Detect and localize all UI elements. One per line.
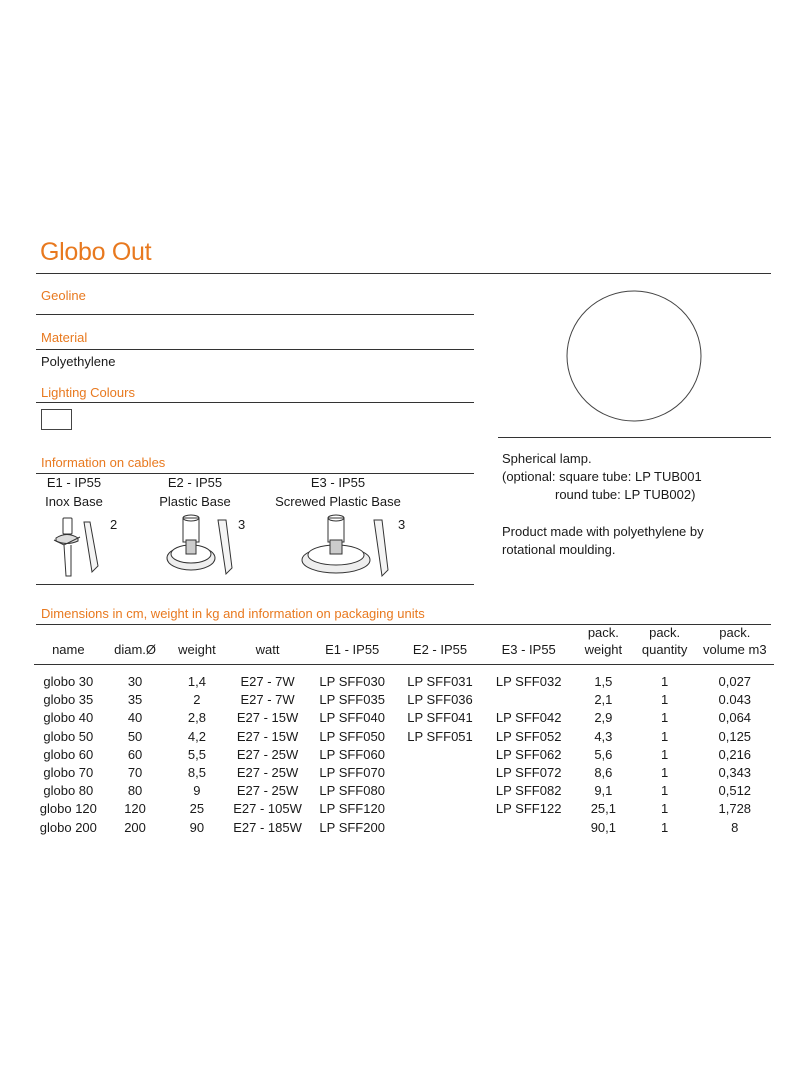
table-cell: globo 60 bbox=[43, 746, 94, 762]
table-cell: 1 bbox=[661, 765, 669, 781]
table-cell: 1 bbox=[661, 728, 669, 744]
header-line: pack. bbox=[719, 625, 751, 640]
table-cell: E27 - 7W bbox=[240, 692, 295, 708]
description-line: round tube: LP TUB002) bbox=[555, 487, 696, 502]
table-cell: E27 - 25W bbox=[236, 783, 299, 799]
table-cell: E27 - 25W bbox=[236, 765, 299, 781]
description-line: (optional: square tube: LP TUB001 bbox=[502, 469, 702, 484]
table-cell: E27 - 7W bbox=[240, 674, 295, 689]
table-cell: globo 30 bbox=[43, 674, 94, 689]
table-cell: E27 - 15W bbox=[236, 728, 299, 744]
table-cell: LP SFF030 bbox=[319, 674, 385, 689]
cable-e1 bbox=[40, 473, 108, 511]
table-row bbox=[34, 800, 774, 818]
table-cell: LP SFF042 bbox=[495, 710, 562, 726]
table-cell: globo 70 bbox=[43, 765, 94, 781]
table-cell bbox=[484, 819, 573, 837]
table-cell bbox=[396, 800, 485, 818]
table-cell: LP SFF082 bbox=[495, 783, 562, 799]
cable-code: E2 - IP55 bbox=[167, 475, 223, 490]
table-cell: LP SFF036 bbox=[407, 692, 473, 708]
table-cell: E27 - 25W bbox=[236, 746, 299, 762]
table-cell: 1 bbox=[661, 746, 669, 762]
table-cell: 9 bbox=[193, 783, 201, 799]
table-body bbox=[34, 665, 774, 837]
table-cell bbox=[396, 764, 485, 782]
dimensions-table bbox=[34, 624, 774, 837]
table-cell: 70 bbox=[127, 765, 143, 781]
table-cell bbox=[484, 691, 573, 709]
table-cell: 0,216 bbox=[718, 746, 752, 762]
table-cell: 35 bbox=[127, 692, 143, 708]
col-pack-volume bbox=[696, 624, 774, 665]
description-line: Product made with polyethylene by bbox=[502, 524, 704, 539]
cable-count: 3 bbox=[398, 517, 406, 532]
table-cell: LP SFF035 bbox=[319, 692, 385, 708]
table-cell: globo 200 bbox=[39, 819, 97, 835]
table-cell: E27 - 15W bbox=[236, 710, 299, 726]
table-cell bbox=[396, 746, 485, 764]
table-cell: 2,9 bbox=[594, 710, 613, 726]
table-cell: 1 bbox=[661, 710, 669, 726]
table-cell bbox=[396, 782, 485, 800]
table-cell: 90 bbox=[189, 819, 205, 835]
table-cell: LP SFF080 bbox=[319, 783, 385, 799]
cable-base: Plastic Base bbox=[159, 494, 231, 509]
table-cell: 4,3 bbox=[594, 728, 613, 744]
table-cell: globo 50 bbox=[43, 728, 94, 744]
col-pack-quantity bbox=[634, 624, 696, 665]
table-cell: globo 80 bbox=[43, 783, 94, 799]
screwed-plastic-base-drawing bbox=[300, 512, 400, 582]
table-cell: LP SFF051 bbox=[407, 728, 473, 744]
table-row bbox=[34, 665, 774, 692]
col-watt: watt bbox=[226, 624, 308, 665]
table-cell: 1 bbox=[661, 801, 669, 817]
table-cell: 60 bbox=[127, 746, 143, 762]
plastic-base-drawing bbox=[164, 512, 242, 580]
col-pack-weight bbox=[573, 624, 634, 665]
header-line: pack. bbox=[587, 625, 619, 640]
divider bbox=[36, 584, 474, 585]
table-cell: 25 bbox=[189, 801, 205, 817]
material-value: Polyethylene bbox=[41, 354, 116, 369]
table-cell: 2,1 bbox=[594, 692, 613, 708]
col-name: name bbox=[34, 624, 103, 665]
table-cell: 0,343 bbox=[718, 765, 752, 781]
table-cell: 1 bbox=[661, 783, 669, 799]
table-cell: LP SFF200 bbox=[319, 819, 385, 835]
table-cell: 8 bbox=[731, 819, 739, 835]
col-weight: weight bbox=[167, 624, 226, 665]
cable-base: Inox Base bbox=[45, 494, 103, 509]
table-row bbox=[34, 764, 774, 782]
divider bbox=[498, 437, 771, 438]
divider bbox=[36, 314, 474, 315]
table-cell: LP SFF050 bbox=[319, 728, 385, 744]
table-cell: 0.043 bbox=[718, 692, 752, 708]
table-cell: globo 40 bbox=[43, 710, 94, 726]
table-row bbox=[34, 746, 774, 764]
title-divider bbox=[36, 273, 771, 274]
table-row bbox=[34, 709, 774, 727]
table-cell: LP SFF070 bbox=[319, 765, 385, 781]
table-cell: 30 bbox=[127, 674, 143, 689]
table-cell: LP SFF062 bbox=[495, 746, 562, 762]
table-cell: 2 bbox=[193, 692, 201, 708]
table-cell: 8,6 bbox=[594, 765, 613, 781]
table-cell: E27 - 185W bbox=[233, 819, 302, 835]
table-cell: 50 bbox=[127, 728, 143, 744]
table-cell: 1 bbox=[661, 674, 669, 689]
table-cell: 200 bbox=[124, 819, 146, 835]
table-cell: LP SFF122 bbox=[495, 801, 562, 817]
table-cell: LP SFF040 bbox=[319, 710, 385, 726]
table-row bbox=[34, 782, 774, 800]
col-e2: E2 - IP55 bbox=[396, 624, 485, 665]
dimensions-label: Dimensions in cm, weight in kg and information on packaging units bbox=[41, 606, 425, 621]
header-line: weight bbox=[584, 642, 623, 657]
cable-count: 2 bbox=[110, 517, 118, 532]
table-cell: 80 bbox=[127, 783, 143, 799]
table-cell: 0,512 bbox=[718, 783, 752, 799]
description-line: rotational moulding. bbox=[502, 542, 616, 557]
cables-label: Information on cables bbox=[41, 455, 166, 470]
table-cell: LP SFF031 bbox=[407, 674, 473, 689]
header-line: volume m3 bbox=[702, 642, 767, 657]
col-e1: E1 - IP55 bbox=[309, 624, 396, 665]
globo-sphere-image bbox=[564, 288, 704, 424]
table-cell: 40 bbox=[127, 710, 143, 726]
colour-swatch-white bbox=[41, 409, 72, 430]
table-cell: 8,5 bbox=[187, 765, 206, 781]
table-cell: 120 bbox=[124, 801, 146, 817]
table-cell: 0,125 bbox=[718, 728, 752, 744]
col-diam: diam.Ø bbox=[103, 624, 168, 665]
table-cell: 1 bbox=[661, 819, 669, 835]
table-row bbox=[34, 691, 774, 709]
brand-label: Geoline bbox=[41, 288, 86, 303]
table-cell: 90,1 bbox=[590, 819, 617, 835]
divider bbox=[36, 349, 474, 350]
table-cell: 1,4 bbox=[187, 674, 206, 689]
table-cell: 5,5 bbox=[187, 746, 206, 762]
header-line: pack. bbox=[649, 625, 681, 640]
table-cell: LP SFF120 bbox=[319, 801, 385, 817]
material-label: Material bbox=[41, 330, 88, 345]
page-title: Globo Out bbox=[40, 238, 152, 266]
table-cell: E27 - 105W bbox=[233, 801, 302, 817]
cable-e3 bbox=[274, 473, 402, 511]
table-cell: LP SFF032 bbox=[495, 674, 562, 689]
table-cell: 4,2 bbox=[187, 728, 206, 744]
table-cell: 1,728 bbox=[718, 801, 752, 817]
lighting-colours-label: Lighting Colours bbox=[41, 385, 135, 400]
table-cell: 0,064 bbox=[718, 710, 752, 726]
table-cell: 0,027 bbox=[718, 674, 752, 689]
table-cell: 1 bbox=[661, 692, 669, 708]
table-cell: LP SFF072 bbox=[495, 765, 562, 781]
cable-e2 bbox=[154, 473, 236, 511]
cable-code: E3 - IP55 bbox=[310, 475, 366, 490]
cable-code: E1 - IP55 bbox=[46, 475, 102, 490]
col-e3: E3 - IP55 bbox=[484, 624, 573, 665]
table-cell: 2,8 bbox=[187, 710, 206, 726]
table-cell: 1,5 bbox=[594, 674, 613, 689]
table-cell: LP SFF052 bbox=[495, 728, 562, 744]
table-cell: 9,1 bbox=[594, 783, 613, 799]
inox-base-drawing bbox=[46, 512, 116, 580]
description-line: Spherical lamp. bbox=[502, 451, 592, 466]
header-line: quantity bbox=[641, 642, 688, 657]
table-row bbox=[34, 819, 774, 837]
cable-count: 3 bbox=[238, 517, 246, 532]
table-cell: 25,1 bbox=[590, 801, 617, 817]
table-cell: LP SFF060 bbox=[319, 746, 385, 762]
divider bbox=[36, 402, 474, 403]
cable-base: Screwed Plastic Base bbox=[275, 494, 401, 509]
table-cell: globo 120 bbox=[39, 801, 97, 817]
table-row bbox=[34, 728, 774, 746]
table-header-row bbox=[34, 624, 774, 665]
table-cell: LP SFF041 bbox=[407, 710, 473, 726]
table-cell: 5,6 bbox=[594, 746, 613, 762]
table-cell: globo 35 bbox=[43, 692, 94, 708]
table-cell bbox=[396, 819, 485, 837]
